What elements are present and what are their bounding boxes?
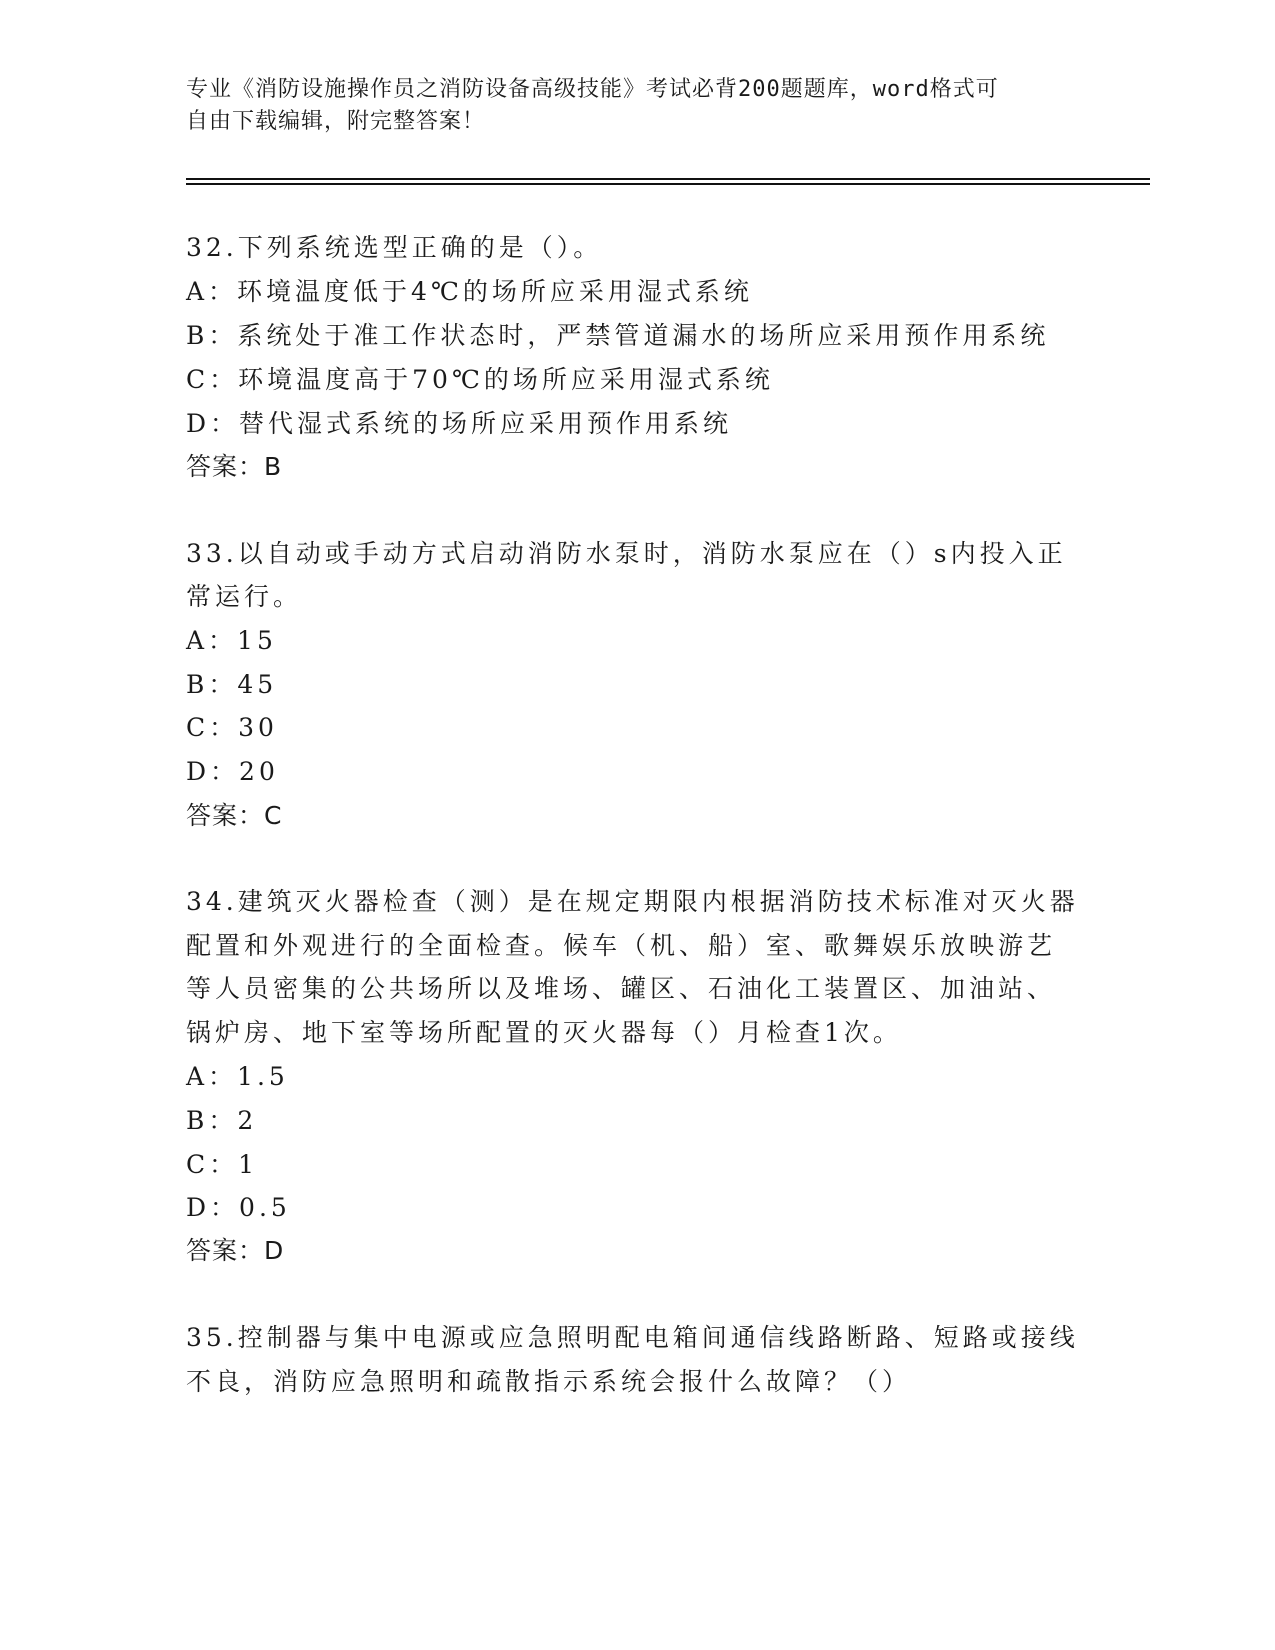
option-a: A：1.5 [186, 1062, 289, 1091]
question-stem-line-4: 锅炉房、地下室等场所配置的灭火器每（）月检查1次。 [186, 1018, 902, 1047]
question-stem-line-1: 35.控制器与集中电源或应急照明配电箱间通信线路断路、短路或接线 [186, 1323, 1079, 1352]
document-header [186, 74, 1086, 138]
option-c: C：30 [186, 713, 278, 742]
question-stem-line-2: 不良，消防应急照明和疏散指示系统会报什么故障？（） [186, 1367, 912, 1396]
question-stem-line-2: 常运行。 [186, 582, 303, 611]
option-d: D：0.5 [186, 1193, 291, 1222]
option-b: B：系统处于准工作状态时，严禁管道漏水的场所应采用预作用系统 [186, 321, 1050, 350]
answer: 答案：B [186, 452, 283, 481]
answer: 答案：C [186, 801, 283, 830]
header-line-2: 自由下载编辑，附完整答案！ [186, 109, 486, 134]
option-d: D：替代湿式系统的场所应采用预作用系统 [186, 409, 733, 438]
option-a: A：环境温度低于4℃的场所应采用湿式系统 [186, 277, 753, 306]
option-c: C：1 [186, 1150, 259, 1179]
option-b: B：45 [186, 670, 278, 699]
header-line-1: 专业《消防设施操作员之消防设备高级技能》考试必背200题题库，word格式可 [186, 77, 999, 102]
question-stem: 32.下列系统选型正确的是（）。 [186, 233, 603, 262]
question-stem-line-3: 等人员密集的公共场所以及堆场、罐区、石油化工装置区、加油站、 [186, 974, 1057, 1003]
question-stem-line-1: 33.以自动或手动方式启动消防水泵时，消防水泵应在（）s内投入正 [186, 539, 1067, 568]
answer: 答案：D [186, 1236, 285, 1265]
option-c: C：环境温度高于70℃的场所应采用湿式系统 [186, 365, 774, 394]
option-b: B：2 [186, 1106, 258, 1135]
question-stem-line-2: 配置和外观进行的全面检查。候车（机、船）室、歌舞娱乐放映游艺 [186, 931, 1057, 960]
question-stem-line-1: 34.建筑灭火器检查（测）是在规定期限内根据消防技术标准对灭火器 [186, 887, 1079, 916]
option-a: A：15 [186, 626, 277, 655]
header-divider-bottom [186, 183, 1150, 185]
option-d: D：20 [186, 757, 279, 786]
header-divider-top [186, 178, 1150, 180]
